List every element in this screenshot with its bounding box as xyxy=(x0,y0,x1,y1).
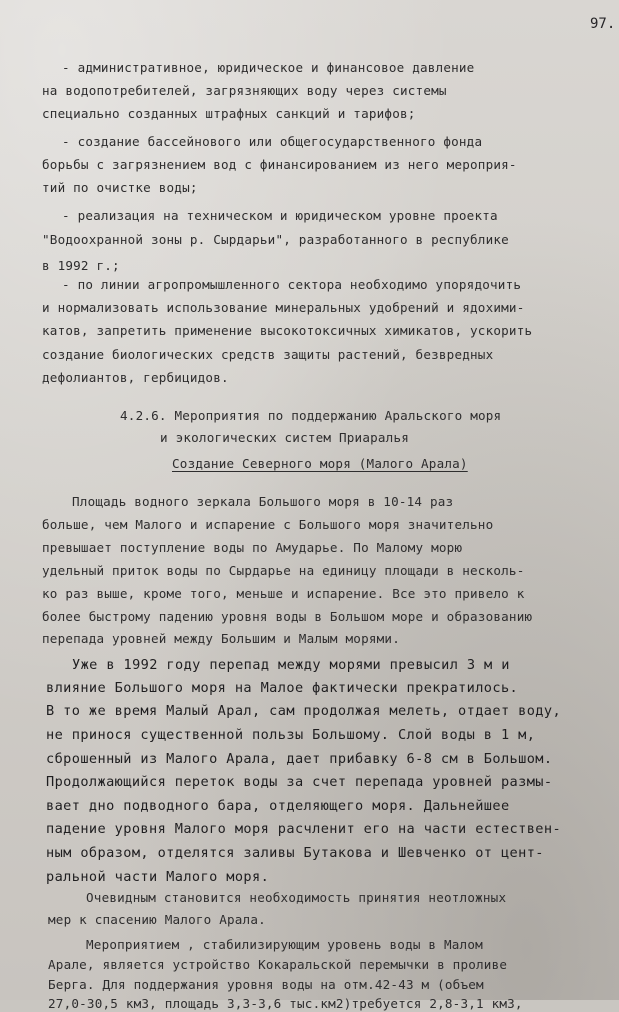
text-line: перепада уровней между Большим и Малым морями. xyxy=(42,631,400,646)
text-line: Арале, является устройство Кокаральской перемычки в проливе xyxy=(48,957,508,972)
section-heading: и экологических систем Приаралья xyxy=(160,430,410,445)
subsection-heading: Создание Северного моря (Малого Арала) xyxy=(172,456,468,471)
text-line: Продолжающийся переток воды за счет перепада уровней размы- xyxy=(46,774,553,790)
text-line: ным образом, отделятся заливы Бутакова и Шевченко от цент- xyxy=(46,845,544,861)
text-line: - по линии агропромышленного сектора необходимо упорядочить xyxy=(62,277,522,292)
text-line: ко раз выше, кроме того, меньше и испарение. Все это привело к xyxy=(42,586,525,601)
text-line: "Водоохранной зоны р. Сырдарьи", разработанного в республике xyxy=(42,232,509,247)
text-line: - административное, юридическое и финансовое давление xyxy=(62,60,475,75)
text-line: превышает поступление воды по Амударье. По Малому морю xyxy=(42,540,463,555)
text-line: больше, чем Малого и испарение с Большого моря значительно xyxy=(42,517,494,532)
text-line: Берга. Для поддержания уровня воды на отм.42-43 м (объем xyxy=(48,977,484,992)
text-line: тий по очистке воды; xyxy=(42,180,198,195)
text-line: сброшенный из Малого Арала, дает прибавку 6-8 см в Большом. xyxy=(46,751,553,767)
text-line: Мероприятием , стабилизирующим уровень воды в Малом xyxy=(86,937,483,952)
text-line: более быстрому падению уровня воды в Большом море и образованию xyxy=(42,609,533,624)
section-heading: 4.2.6. Мероприятия по поддержанию Аральского моря xyxy=(120,408,502,423)
text-line: 27,0-30,5 км3, площадь 3,3-3,6 тыс.км2)требуется 2,8-3,1 км3, xyxy=(48,996,523,1011)
text-line: ральной части Малого моря. xyxy=(46,869,270,885)
text-line: - реализация на техническом и юридическом уровне проекта xyxy=(62,208,498,223)
text-line: дефолиантов, гербицидов. xyxy=(42,370,229,385)
text-line: Очевидным становится необходимость принятия неотложных xyxy=(86,890,507,905)
text-line: падение уровня Малого моря расчленит его на части естествен- xyxy=(46,821,562,837)
text-line: влияние Большого моря на Малое фактически прекратилось. xyxy=(46,680,519,696)
text-line: не принося существенной пользы Большому. Слой воды в 1 м, xyxy=(46,727,536,743)
text-line: в 1992 г.; xyxy=(42,258,120,273)
text-line: катов, запретить применение высокотоксичных химикатов, ускорить xyxy=(42,323,533,338)
text-line: удельный приток воды по Сырдарье на единицу площади в несколь- xyxy=(42,563,525,578)
text-line: В то же время Малый Арал, сам продолжая мелеть, отдает воду, xyxy=(46,703,562,719)
text-line: Уже в 1992 году перепад между морями превысил 3 м и xyxy=(72,657,510,673)
text-line: создание биологических средств защиты растений, безвредных xyxy=(42,347,494,362)
text-line: борьбы с загрязнением вод с финансированием из него мероприя- xyxy=(42,157,517,172)
text-line: - создание бассейнового или общегосударственного фонда xyxy=(62,134,483,149)
text-line: Площадь водного зеркала Большого моря в 10-14 раз xyxy=(72,494,454,509)
page-number: 97. xyxy=(590,16,616,32)
text-line: на водопотребителей, загрязняющих воду через системы xyxy=(42,83,447,98)
text-line: вает дно подводного бара, отделяющего моря. Дальнейшее xyxy=(46,798,510,814)
text-line: мер к спасению Малого Арала. xyxy=(48,912,266,927)
text-line: специально созданных штрафных санкций и тарифов; xyxy=(42,106,416,121)
text-line: и нормализовать использование минеральных удобрений и ядохими- xyxy=(42,300,525,315)
